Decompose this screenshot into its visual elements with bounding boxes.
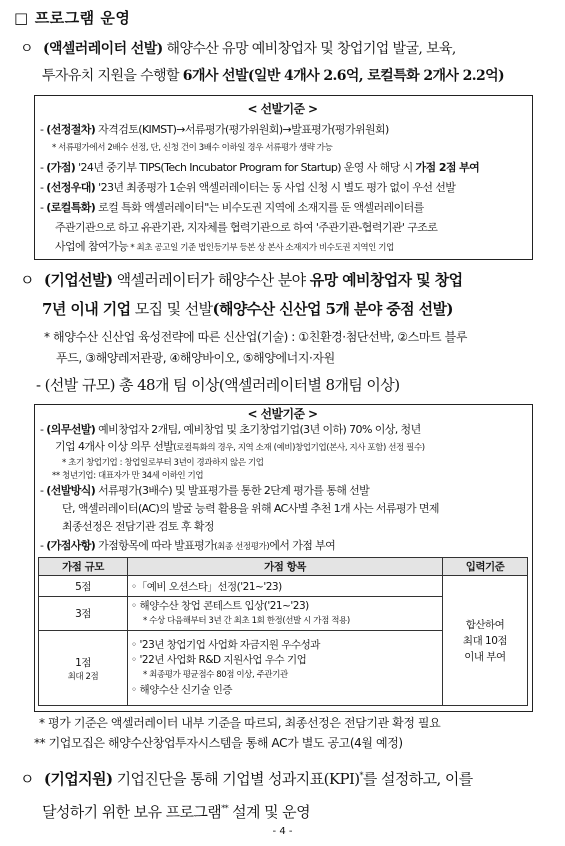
page-number: - 4 - (272, 826, 293, 837)
box2-note-early: * 초기 창업기업 : 창업일로부터 3년이 경과하지 않은 기업 (62, 458, 264, 468)
circle-bullet-icon: ㅇ (20, 41, 33, 57)
box2-method-3: 최종선정은 전담기관 검토 후 확정 (62, 520, 214, 533)
table-cell-item: ◦ 해양수산 창업 콘테스트 입상('21~'23) * 수상 다음해부터 3년 간 최초 1회 한정(선발 시 가점 적용) (128, 597, 443, 631)
box2-mandatory: - (의무선발) 예비창업자 2개팀, 예비창업 및 초기창업기업(3년 이하) 70% 이상, 청년 (40, 423, 421, 436)
p1-line1-text: 해양수산 유망 예비창업자 및 창업기업 발굴, 보육, (162, 41, 456, 57)
box1-line-local-3: 사업에 참여가능 * 최초 공고일 기준 법인등기부 등본 상 본사 소재지가 비수도권 지역인 기업 (55, 240, 394, 253)
table-cell-score: 5점 (39, 576, 128, 597)
section-title: 프로그램 운영 (34, 9, 131, 27)
circle-bullet-icon: ㅇ (20, 770, 34, 788)
box2-method: - (선발방식) 서류평가(3배수) 및 발표평가를 통한 2단계 평가를 통해 선발 (40, 484, 370, 497)
table-cell-score: 1점 최대 2점 (39, 631, 128, 706)
table-cell-item: ◦「예비 오션스타」선정('21~'23) (128, 576, 443, 597)
paragraph-company-selection: ㅇ (기업선발) 액셀러레이터가 해양수산 분야 유망 예비창업자 및 창업 7년 이내 기업 모집 및 선발(해양수산 신산업 5개 분야 중점 선발) (20, 271, 463, 318)
footnotes (34, 713, 440, 753)
box2-method-2: 단, 액셀러레이터(AC)의 발굴 능력 활용을 위해 AC사별 추천 1개 사는 서류평가 면제 (62, 502, 439, 515)
table-header: 가점 항목 (128, 558, 443, 576)
new-industry-note: * 해양수산 신산업 육성전략에 따른 신산업(기술) : ①친환경·첨단선박, ②스마트 블루 푸드, ③해양레저관광, ④해양바이오, ⑤해양에너지·자원 (44, 330, 468, 365)
table-cell-item: ◦ '23년 창업기업 사업화 자금지원 우수성과 ◦ '22년 사업화 R&D 지원사업 우수 기업 * 최종평가 평균점수 80점 이상, 주관기관 ◦ 해양수산 신기술 인증 (128, 631, 443, 706)
table-row (39, 576, 528, 597)
p1-line2-bold: 6개사 선발(일반 4개사 2.6억, 로컬특화 2개사 2.2억) (182, 68, 505, 84)
section-heading (14, 7, 130, 28)
box1-line-preference: - (선정우대) '23년 최종평가 1순위 액셀러레이터는 동 사업 신청 시 별도 평가 없이 우선 선발 (40, 181, 456, 194)
box2-note-youth: ** 청년기업: 대표자가 만 34세 이하인 기업 (52, 471, 204, 481)
criteria-box-2-title: < 선발기준 > (247, 407, 318, 421)
footnote-1: * 평가 기준은 액셀러레이터 내부 기준을 따르되, 최종선정은 전담기관 확정 필요 (39, 716, 441, 730)
table-header: 가점 규모 (39, 558, 128, 576)
criteria-box-1 (34, 95, 533, 260)
paragraph-company-support: ㅇ (기업지원) 기업진단을 통해 기업별 성과지표(KPI)*를 설정하고, 이를 달성하기 위한 보유 프로그램** 설계 및 운영 (20, 770, 473, 821)
table-header: 입력기준 (443, 558, 528, 576)
paragraph-selection (20, 36, 560, 90)
box1-line-bonus: - (가점) '24년 중기부 TIPS(Tech Incubator Program for Startup) 운영 사 해당 시 가점 2점 부여 (40, 161, 480, 174)
circle-bullet-icon: ㅇ (20, 271, 34, 289)
box1-line-procedure: - (선정절차) 자격검토(KIMST)→서류평가(평가위원회)→발표평가(평가위원회) (40, 123, 389, 136)
criteria-box-1-title: < 선발기준 > (247, 102, 318, 116)
table-cell-score: 3점 (39, 597, 128, 631)
box1-line-local: - (로컬특화) 로컬 특화 액셀러레이터"는 비수도권 지역에 소재지를 둔 액셀러레이터를 (40, 201, 424, 214)
selection-scale: - (선발 규모) 총 48개 팀 이상(액셀러레이터별 8개팀 이상) (36, 376, 400, 394)
footnote-2: ** 기업모집은 해양수산창업투자시스템을 통해 AC가 별도 공고(4월 예정) (34, 736, 403, 750)
table-cell-input: 합산하여 최대 10점 이내 부여 (443, 576, 528, 706)
p1-line2-text: 투자유치 지원을 수행할 (42, 68, 183, 84)
box1-line-local-2: 주관기관으로 하고 유관기관, 지자체를 협력기관으로 하여 '주관기관-협력기관' 구조로 (55, 221, 438, 234)
box2-mandatory-2: 기업 4개사 이상 의무 선발(로컬특화의 경우, 지역 소재 (예비)창업기업(본사, 지사 포함) 선정 필수) (55, 440, 425, 453)
box2-bonus: - (가점사항) 가점항목에 따라 발표평가(최종 선정평가)에서 가점 부여 (40, 539, 336, 552)
box1-procedure-note: * 서류평가에서 2배수 선정, 단, 신청 건이 3배수 이하일 경우 서류평가 생략 가능 (52, 143, 333, 153)
square-bullet-icon: □ (14, 9, 29, 27)
table-header-row (39, 558, 528, 576)
label-ac-selection: (액셀러레이터 선발) (42, 41, 163, 57)
bonus-points-table (38, 557, 528, 706)
